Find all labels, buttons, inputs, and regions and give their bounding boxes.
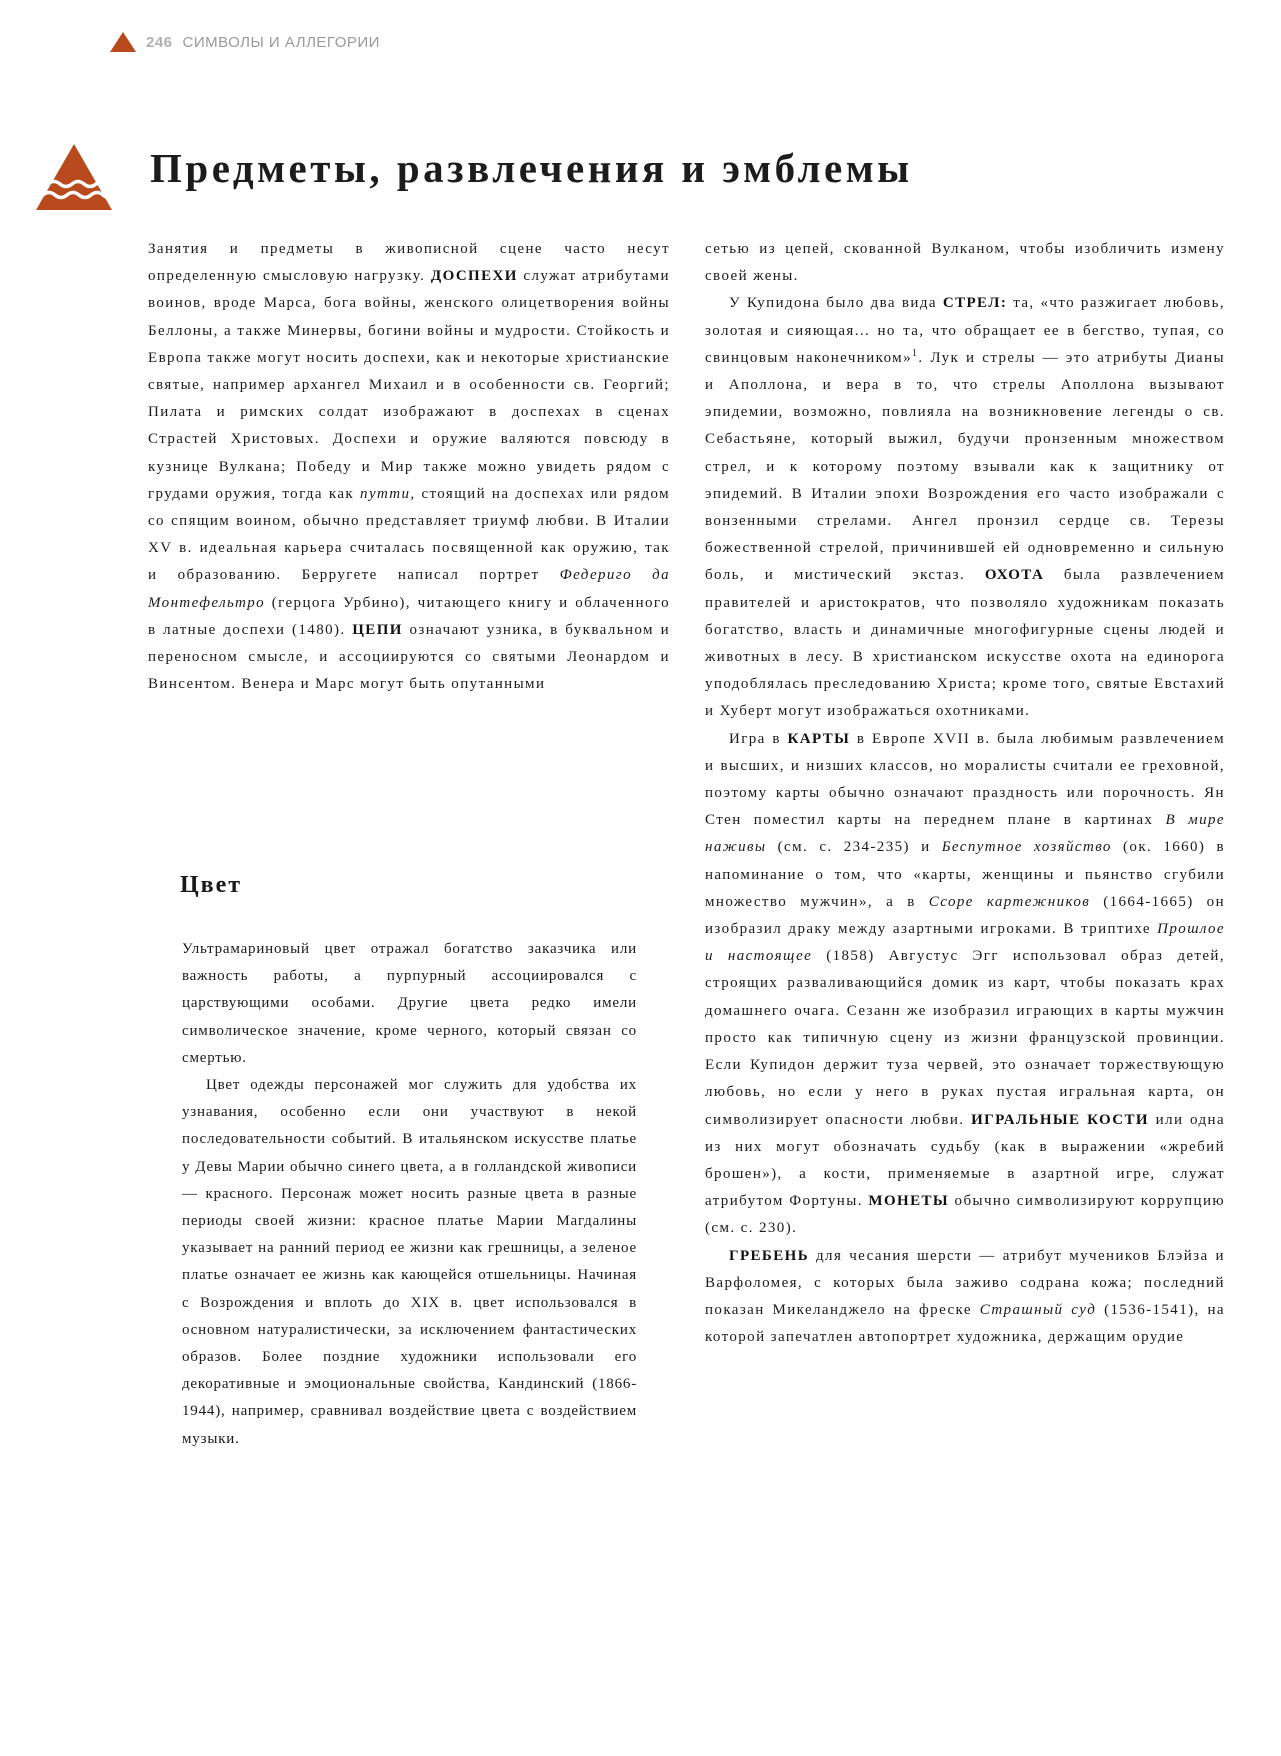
keyword-arrows: СТРЕЛ: [942, 295, 1008, 312]
paragraph-arrows: У Купидона было два вида СТРЕЛ: та, «что разжигает любовь, золотая и сияющая... но та, что обращает ее в бегство, тупая, со свинцовым наконечником»$^1$. Лук и стрелы — это атрибуты Дианы и Аполлона, и вера в то, что стрелы Аполлона вызывают эпидемии, возможно, повлияла на возникновение легенды о св. Себастьяне, который выжил, будучи пронзенным множеством стрел, и к которому поэтому взывали как к защитнику от эпидемий. В Италии эпохи Возрождения его часто изображали с вонзенными стрелами. Ангел пронзил сердце св. Терезы божественной стрелой, причинившей ей одновременно и сильную боль, и мистический экстаз. ОХОТА была развлечением правителей и аристократов, что позволяло художникам показать богатство, власть и динамичные многофигурные сцены людей и животных в лесу. В христианском искусстве охота на единорога уподоблялась преследованию Христа; кроме того, святые Евстахий и Хуберт могут изображаться охотниками. [705, 295, 1226, 720]
page-number: 246 [146, 33, 173, 51]
sidebar-paragraph: Ультрамариновый цвет отражал богатство заказчика или важность работы, а пурпурный ассоциировался с царствующими особами. Другие цвета редко имели символическое значение, кроме черного, который связан со смертью. [182, 941, 637, 1066]
keyword-dice: ИГРАЛЬНЫЕ КОСТИ [971, 1111, 1149, 1128]
sidebar-paragraph: Цвет одежды персонажей мог служить для удобства их узнавания, особенно если они участвуют в некой последовательности событий. В итальянском искусстве платье у Девы Марии обычно синего цвета, а в голландской живописи — красного. Персонаж может носить разные цвета в разные периоды своей жизни: красное платье Марии Магдалины указывает на ранний период ее жизни как грешницы, а зеленое платье означает ее жизнь как кающейся отшельницы. Начиная с Возрождения и вплоть до XIX в. цвет использовался в основном натуралистически, за исключением фантастических образов. Более поздние художники использовали его декоративные и эмоциональные свойства, Кандинский (1866-1944), например, сравнивал воздействие цвета с воздействием музыки. [182, 1077, 637, 1447]
paragraph-chains-cont: сетью из цепей, скованной Вулканом, чтобы изобличить измену своей жены. [705, 241, 1225, 285]
right-column [705, 236, 1225, 1351]
keyword-chains: ЦЕПИ [352, 621, 403, 638]
keyword-hunt: ОХОТА [984, 567, 1045, 584]
sidebar-color [182, 936, 637, 1453]
keyword-coins: МОНЕТЫ [868, 1193, 950, 1210]
paragraph-comb: ГРЕБЕНЬ для чесания шерсти — атрибут мучеников Блэйза и Варфоломея, с которых была заживо содрана кожа; последний показан Микеланджело на фреске Страшный суд (1536-1541), на которой запечатлен автопортрет художника, держащим орудие [705, 1247, 1225, 1346]
keyword-cards: КАРТЫ [787, 730, 851, 747]
paragraph-cards: Игра в КАРТЫ в Европе XVII в. была любимым развлечением и высших, и низших классов, но моралисты считали ее греховной, поэтому карты обычно означают праздность или порочность. Ян Стен поместил карты на переднем плане в картинах В мире наживы (см. с. 234-235) и Беспутное хозяйство (ок. 1660) в напоминание о том, что «карты, женщины и пьянство сгубили множество мужчин», а в Ссоре картежников (1664-1665) он изобразил драку между азартными игроками. В триптихе Прошлое и настоящее (1858) Августус Эгг использовал образ детей, строящих разваливающийся домик из карт, чтобы показать крах домашнего очага. Сезанн же изобразил играющих в карты мужчин просто как типичную сцену из жизни французской провинции. Если Купидон держит туза червей, это означает торжествующую любовь, но если у него в руках пустая игральная карта, он символизирует опасности любви. ИГРАЛЬНЫЕ КОСТИ или одна из них могут обозначать судьбу (как в выражении «жребий брошен»), а кости, применяемые в азартной игре, служат атрибутом Фортуны. МОНЕТЫ обычно символизируют коррупцию (см. с. 230). [705, 730, 1226, 1237]
paragraph-armor: Занятия и предметы в живописной сцене часто несут определенную смысловую нагрузку. ДОСПЕХИ служат атрибутами воинов, вроде Марса, бога войны, женского олицетворения войны Беллоны, а также Минервы, богини войны и мудрости. Стойкость и Европа также могут носить доспехи, как и некоторые христианские святые, например архангел Михаил и в особенности св. Георгий; Пилата и римских солдат изображают в доспехах в сценах Страстей Христовых. Доспехи и оружие валяются повсюду в кузнице Вулкана; Победу и Мир также можно увидеть рядом с грудами оружия, тогда как путти, стоящий на доспехах или рядом со спящим воином, обычно представляет триумф любви. В Италии XV в. идеальная карьера считалась посвященной как оружию, так и образованию. Берругете написал портрет Федериго да Монтефельтро (герцога Урбино), читающего книгу и облаченного в латные доспехи (1480). ЦЕПИ означают узника, в буквальном и переносном смысле, и ассоциируются со святыми Леонардом и Винсентом. Венера и Марс могут быть опутанными [148, 241, 671, 693]
page-title: Предметы, развлечения и эмблемы [150, 145, 913, 191]
triangle-icon [110, 32, 136, 52]
footnote-marker: 1 [911, 347, 919, 359]
sidebar-heading: Цвет [180, 872, 243, 898]
keyword-comb: ГРЕБЕНЬ [729, 1247, 810, 1264]
keyword-armor: ДОСПЕХИ [430, 268, 518, 285]
left-column [148, 236, 670, 698]
running-header [110, 32, 380, 52]
triangle-waves-emblem-icon [34, 142, 114, 212]
section-title: СИМВОЛЫ И АЛЛЕГОРИИ [182, 33, 380, 51]
